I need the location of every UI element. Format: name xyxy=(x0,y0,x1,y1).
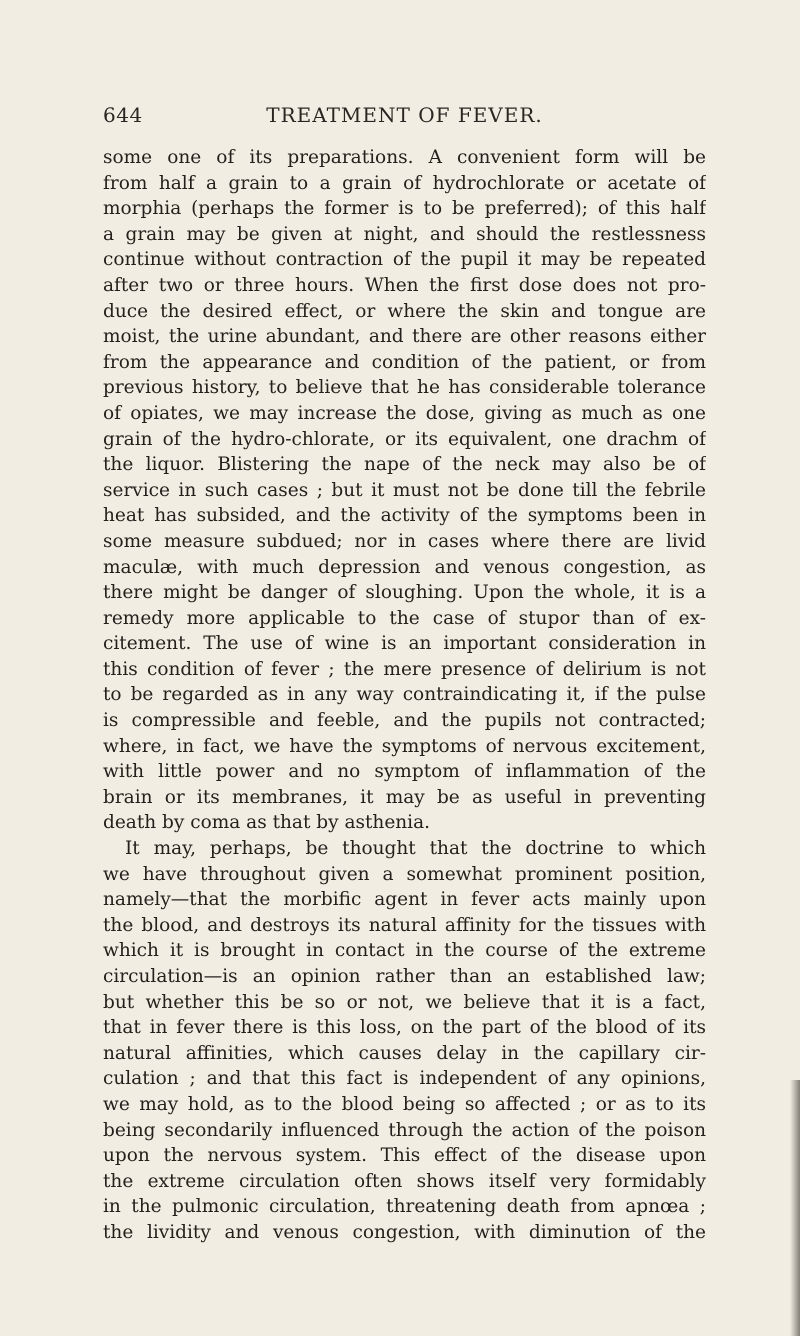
text-line: morphia (perhaps the former is to be preferred); of this half xyxy=(103,198,706,220)
text-line: the liquor. Blistering the nape of the neck may also be of xyxy=(103,454,706,476)
text-line: culation ; and that this fact is independent of any opinions, xyxy=(103,1068,706,1090)
text-line: in the pulmonic circulation, threatening death from apnœa ; xyxy=(103,1196,706,1218)
text-line: the extreme circulation often shows itself very formidably xyxy=(103,1170,706,1192)
text-line: being secondarily influenced through the action of the poison xyxy=(103,1119,706,1141)
text-line: from half a grain to a grain of hydrochlorate or acetate of xyxy=(103,172,706,194)
text-line: upon the nervous system. This effect of the disease upon xyxy=(103,1145,706,1167)
text-line: a grain may be given at night, and should the restlessness xyxy=(103,223,706,245)
text-line: this condition of fever ; the mere presence of delirium is not xyxy=(103,658,706,680)
text-line: the blood, and destroys its natural affinity for the tissues with xyxy=(103,914,706,936)
text-line: from the appearance and condition of the patient, or from xyxy=(103,351,706,373)
text-line: but whether this be so or not, we believe that it is a fact, xyxy=(103,991,706,1013)
page-number: 644 xyxy=(103,103,143,127)
text-line: which it is brought in contact in the course of the extreme xyxy=(103,940,706,962)
text-line: service in such cases ; but it must not be done till the febrile xyxy=(103,479,706,501)
text-line: we may hold, as to the blood being so affected ; or as to its xyxy=(103,1093,706,1115)
paragraph-end-line: death by coma as that by asthenia. xyxy=(103,812,431,834)
text-line: duce the desired effect, or where the skin and tongue are xyxy=(103,300,706,322)
text-line: that in fever there is this loss, on the part of the blood of its xyxy=(103,1017,706,1039)
text-line: brain or its membranes, it may be as useful in preventing xyxy=(103,786,706,808)
text-line: circulation—is an opinion rather than an established law; xyxy=(103,966,706,987)
text-line: we have throughout given a somewhat prominent position, xyxy=(103,863,706,885)
text-line: with little power and no symptom of inflammation of the xyxy=(103,761,706,783)
text-line: maculæ, with much depression and venous congestion, as xyxy=(103,556,706,578)
paragraph-start-line: It may, perhaps, be thought that the doctrine to which xyxy=(125,838,706,860)
text-line: moist, the urine abundant, and there are other reasons either xyxy=(103,326,706,348)
body-text xyxy=(103,145,706,1246)
text-line: citement. The use of wine is an important consideration in xyxy=(103,633,706,655)
text-line: is compressible and feeble, and the pupils not contracted; xyxy=(103,710,706,732)
text-line: remedy more applicable to the case of stupor than of ex- xyxy=(103,607,706,629)
text-line: the lividity and venous congestion, with diminution of the xyxy=(103,1221,706,1243)
text-line: natural affinities, which causes delay in the capillary cir- xyxy=(103,1042,706,1064)
text-line: previous history, to believe that he has considerable tolerance xyxy=(103,377,706,399)
page-edge-shadow xyxy=(790,1080,800,1336)
text-line: some one of its preparations. A convenient form will be xyxy=(103,147,706,168)
text-line: after two or three hours. When the first dose does not pro- xyxy=(103,274,706,296)
text-line: heat has subsided, and the activity of the symptoms been in xyxy=(103,505,706,527)
text-line: continue without contraction of the pupil it may be repeated xyxy=(103,249,706,271)
text-line: namely—that the morbific agent in fever acts mainly upon xyxy=(103,889,706,911)
text-line: where, in fact, we have the symptoms of nervous excitement, xyxy=(103,735,706,757)
text-line: grain of the hydro-chlorate, or its equivalent, one drachm of xyxy=(103,428,706,450)
text-line: to be regarded as in any way contraindicating it, if the pulse xyxy=(103,684,706,706)
page-header xyxy=(103,103,706,133)
running-head: TREATMENT OF FEVER. xyxy=(266,103,543,127)
text-line: there might be danger of sloughing. Upon the whole, it is a xyxy=(103,582,706,604)
text-line: of opiates, we may increase the dose, giving as much as one xyxy=(103,402,706,424)
text-line: some measure subdued; nor in cases where there are livid xyxy=(103,530,706,552)
